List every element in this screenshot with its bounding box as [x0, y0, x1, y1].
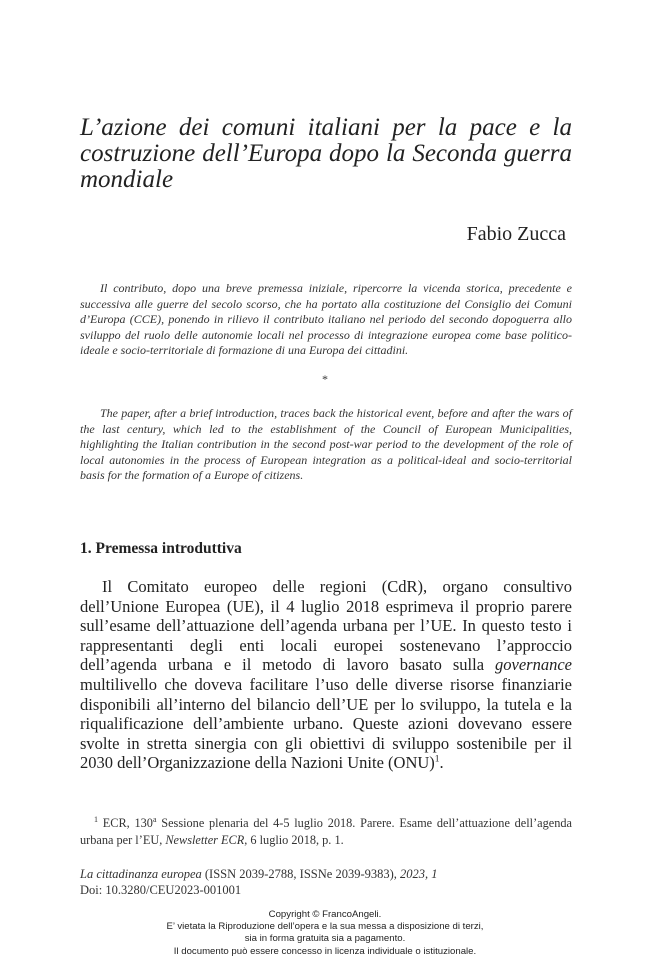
footnote-newsletter-title: Newsletter ECR [165, 832, 245, 847]
journal-issue: 2023, 1 [400, 867, 438, 881]
journal-issn: (ISSN 2039-2788, ISSNe 2039-9383), [201, 867, 401, 881]
abstract-separator: * [322, 372, 328, 386]
footnote-reference[interactable]: 1 [434, 754, 440, 765]
footnote [80, 815, 572, 848]
copyright-notice [0, 909, 650, 958]
footnote-ordinal-sup: a [152, 814, 157, 824]
copyright-line: E’ vietata la Riproduzione dell’opera e la sua messa a disposizione di terzi, [166, 921, 484, 933]
footnote-text-part2: Sessione plenaria del 4-5 luglio 2018. Parere. Esame dell’attuazione dell’agenda urbana per l’EU, [80, 816, 573, 847]
copyright-line: Copyright © FrancoAngeli. [268, 909, 382, 920]
section-heading: 1. Premessa introduttiva [80, 540, 242, 557]
journal-doi: Doi: 10.3280/CEU2023-001001 [80, 883, 242, 898]
article-title: L’azione dei comuni italiani per la pace e la costruzione dell’Europa dopo la Seconda guerra mondiale [80, 114, 572, 193]
footnote-number: 1 [94, 814, 98, 824]
footnote-text-part1: ECR, 130 [102, 816, 153, 830]
body-text-italic: governance [495, 655, 572, 675]
abstract-italian: Il contributo, dopo una breve premessa iniziale, ripercorre la vicenda storica, precedente e successiva alle guerre del secolo scorso, che ha portato alla costituzione del Consiglio dei Comuni d’Europa (CCE), ponendo in rilievo il contributo italiano nel periodo del secondo dopoguerra allo sviluppo del ruolo delle autonomie locali nel processo di integrazione europea come base politico-ideale e socio-territoriale di formazione di una Europa dei cittadini. [80, 281, 572, 357]
author-name: Fabio Zucca [466, 223, 566, 245]
body-text-end: . [439, 753, 444, 773]
body-text-part2: multilivello che doveva facilitare l’uso delle diverse risorse finanziarie disponibili all’interno del bilancio dell’UE per lo sviluppo, la tutela e la riqualificazione dell’ambiente urbano. Queste azioni dovevano essere svolte in stretta sinergia con gli obiettivi di sviluppo sostenibile per il 2030 dell’Organizzazione della Nazioni Unite (ONU) [80, 674, 572, 773]
journal-info [80, 866, 438, 899]
footnote-text-part3: , 6 luglio 2018, p. 1. [244, 832, 344, 847]
copyright-line: sia in forma gratuita sia a pagamento. [244, 933, 406, 945]
journal-name: La cittadinanza europea [80, 867, 202, 881]
body-text-part1: Il Comitato europeo delle regioni (CdR), organo consultivo dell’Unione Europea (UE), il 4 luglio 2018 esprimeva il proprio parere sull’esame dell’attuazione dell’agenda urbana per l’UE. In questo testo i rappresentanti degli enti locali europei sostenevano l’approccio dell’agenda urbana e il metodo di lavoro basato sulla [80, 577, 572, 675]
body-paragraph [80, 577, 572, 773]
copyright-line: Il documento può essere concesso in licenza individuale o istituzionale. [173, 945, 477, 957]
abstract-english: The paper, after a brief introduction, traces back the historical event, before and after the wars of the last century, which led to the establishment of the Council of European Municipalities, highlighting the Italian contribution in the second post-war period to the development of the role of local autonomies in the process of European integration as a political-ideal and socio-territorial basis for the formation of a Europe of citizens. [80, 406, 572, 482]
journal-citation [80, 866, 438, 882]
